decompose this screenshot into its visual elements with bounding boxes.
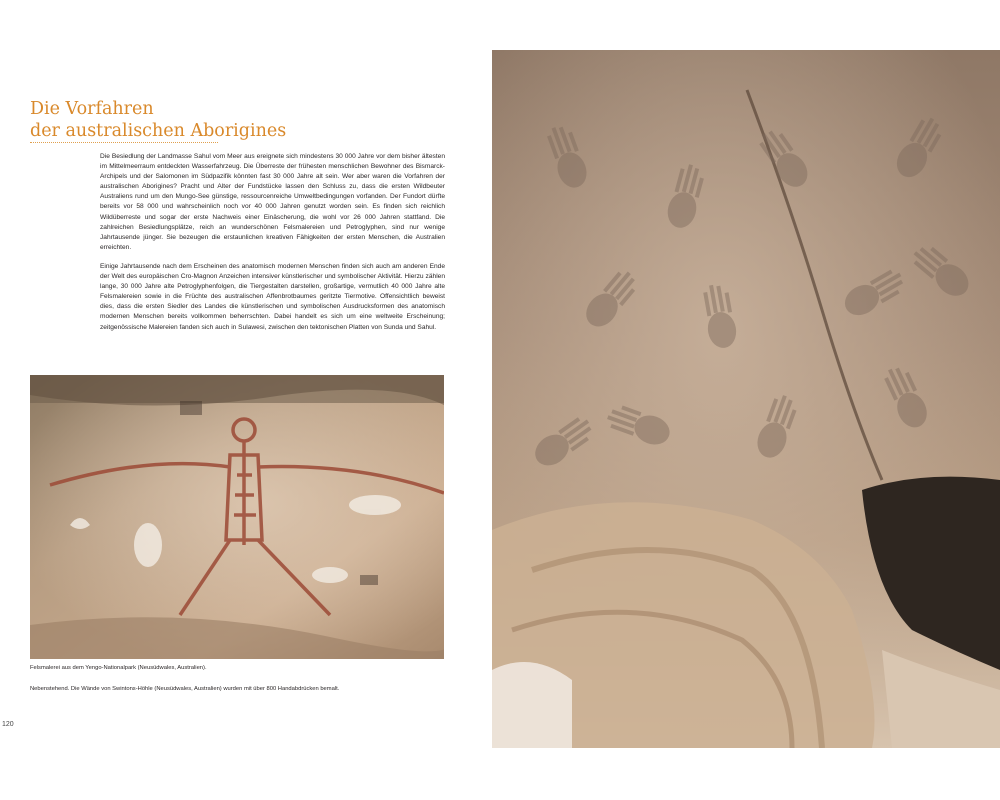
cave-hand-stencils-image [492, 50, 1000, 748]
cave-hand-stencils-photo [492, 50, 1000, 748]
body-paragraph-1: Die Besiedlung der Landmasse Sahul vom Meer aus ereignete sich mindestens 30 000 Jahre vor dem bisher ältesten im Mittelmeerraum entdeckten Wasserfahrzeug. Die Überreste der frühesten menschlichen Bewohner des Bismarck-Archipels und der Salomonen im Südpazifik könnten fast 30 000 Jahre alt sein. Wer aber waren die Vorfahren der australischen Aborigines? Pracht und Alter der Fundstücke lassen den Schluss zu, dass die ersten Wildbeuter Australiens rund um den Mungo-See günstige, ressourcenreiche Umweltbedingungen vorfanden. Der Fundort dürfte bereits vor 58 000 und wahrscheinlich noch vor 40 000 Jahren genutzt worden sein. Es finden sich reichlich Wildüberreste und sogar der erste Nachweis einer Einäscherung, die wohl vor 26 000 Jahren stattfand. Die zahlreichen Besiedlungsplätze, reich an wunderschönen Felsmalereien und Petroglyphen, sind nur wenige Jahrtausende jünger. Sie bezeugen die erstaunlichen kreativen Fähigkeiten der ersten Menschen, die Australien erreichten. [100, 153, 445, 251]
page-number: 120 [2, 721, 14, 728]
article-title-line-1: Die Vorfahren [30, 99, 154, 119]
rock-painting-photo [30, 375, 444, 659]
body-paragraph-2: Einige Jahrtausende nach dem Erscheinen des anatomisch modernen Menschen finden sich auch am anderen Ende der Welt des europäischen Cro-Magnon Anzeichen intensiver künstlerischer und symbolischer Aktivität. Hierzu zählen lange, 30 000 Jahre alte Petroglyphenfolgen, die Tiergestalten darstellen, großartige, vermutlich 40 000 Jahre alte Felsmalereien sowie in die Früchte des australischen Affenbrotbaumes geritzte Tiermotive. Offensichtlich beweist dies, dass die ersten Siedler des Landes die künstlerischen und symbolischen Ausdrucksformen des anatomisch modernen Menschen bereits vollkommen beherrschten. Dabei handelt es sich um eine weltweite Erscheinung; zeitgenössische Malereien fanden sich auch in Sulawesi, zwischen den tektonischen Platten von Sunda und Sahul. [100, 262, 445, 331]
article-title [30, 98, 320, 142]
article-body [100, 152, 445, 342]
title-underline [30, 142, 218, 143]
article-title-line-2: der australischen Aborigines [30, 121, 287, 141]
rock-painting-image [30, 375, 444, 659]
caption-right-photo: Nebenstehend. Die Wände von Swintons-Höhle (Neusüdwales, Australien) wurden mit über 800 Handabdrücken bemalt. [30, 686, 340, 692]
caption-left-photo: Felsmalerei aus dem Yengo-Nationalpark (Neusüdwales, Australien). [30, 665, 207, 671]
